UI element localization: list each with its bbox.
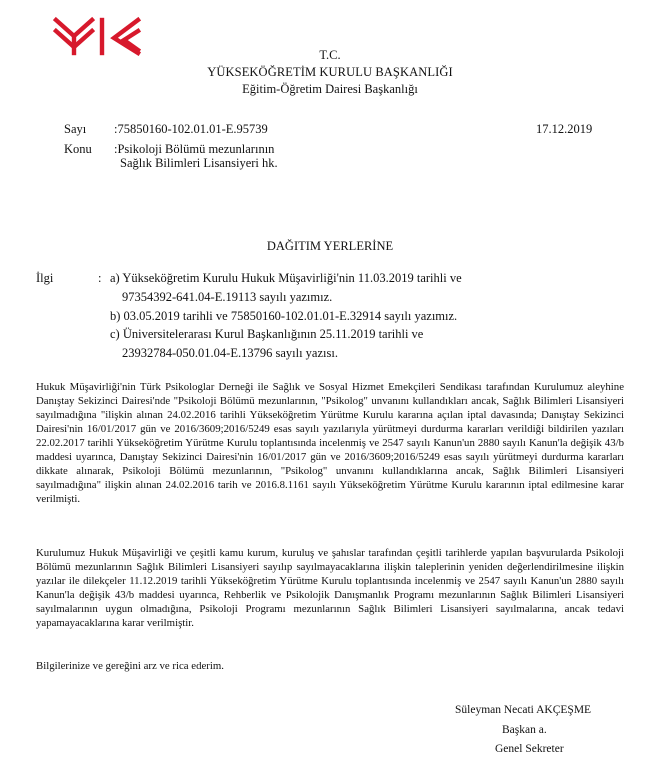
header-country: T.C.: [319, 48, 341, 62]
ilgi-item-a-line-2: 97354392-641.04-E.19113 sayılı yazımız.: [122, 290, 333, 304]
signatory-title: Başkan a.: [502, 724, 547, 736]
header-department: Eğitim-Öğretim Dairesi Başkanlığı: [242, 82, 418, 96]
ilgi-item-a-line-1: a) Yükseköğretim Kurulu Hukuk Müşavirliği'nin 11.03.2019 tarihli ve: [110, 271, 462, 285]
konu-line-1: :Psikoloji Bölümü mezunlarının: [114, 142, 275, 156]
ilgi-colon: :: [98, 271, 102, 285]
ilgi-item-b: b) 03.05.2019 tarihli ve 75850160-102.01.01-E.32914 sayılı yazımız.: [110, 309, 458, 323]
ilgi-item-c-line-1: c) Üniversitelerarası Kurul Başkanlığının 25.11.2019 tarihli ve: [110, 327, 424, 341]
document-date: 17.12.2019: [536, 122, 593, 136]
signatory-role: Genel Sekreter: [495, 743, 564, 755]
konu-label: Konu: [64, 142, 92, 156]
konu-line-2: Sağlık Bilimleri Lisansiyeri hk.: [120, 156, 278, 170]
body-paragraph-1: Hukuk Müşavirliği'nin Türk Psikologlar Derneği ile Sağlık ve Sosyal Hizmet Emekçileri Sendikası tarafından Kurulumuz aleyhine Danıştay Sekizinci Dairesi'nde "Psikoloji Bölümü mezunlarının, "Psikolog" unvanını kullandıkları ancak, Sağlık Bilimleri Lisansiyeri sayılmadığına "ilişkin alınan 24.02.2016 tarihli Yükseköğretim Yürütme Kurulu kararına açılan iptal davasında; Danıştay Sekizinci Dairesi'nin 16/01/2017 gün ve 2016/3609;2016/5249 esas sayılı yazılarıyla yürütmeyi durdurma kararları verildiği bildirilen yazıları 22.02.2017 tarihli Yükseköğretim Yürütme Kurulu toplantısında incelenmiş ve 2547 sayılı Kanun'un 2880 sayılı Kanun'la değişik 43/b maddesi uyarınca, Danıştay Sekizinci Dairesi'nin 16/01/2017 gün ve 2016/3609;2016/5249 esas sayılı yürütmeyi durdurma kararları dikkate alınarak, Psikoloji Bölümü mezunlarının, "Psikolog" unvanını kullandıklarına ancak, Sağlık Bilimleri Lisansiyeri sayılmadığına" ilişkin alınan 24.02.2016 tarih ve 2016.8.1161 sayılı Yükseköğretim Yürütme Kurulu kararının iptal edilmesine karar verilmişti.: [36, 381, 624, 505]
sayi-value: :75850160-102.01.01-E.95739: [114, 122, 268, 136]
closing-paragraph: Bilgilerinize ve gereğini arz ve rica ederim.: [36, 660, 224, 672]
distribution-heading: DAĞITIM YERLERİNE: [266, 239, 394, 253]
header-institution: YÜKSEKÖĞRETİM KURULU BAŞKANLIĞI: [207, 65, 453, 79]
body-paragraph-2: Kurulumuz Hukuk Müşavirliği ve çeşitli kamu kurum, kuruluş ve şahıslar tarafından çeşitli tarihlerde yapılan başvurularda Psikoloji Bölümü mezunlarının Sağlık Bilimleri Lisansiyeri sayılıp sayılmayacaklarına ilişkin taleplerinin yeniden değerlendirilmesine ilişkin yazılar ile dilekçeler 11.12.2019 tarihli Yükseköğretim Yürütme Kurulu toplantısında incelenmiş ve 2547 sayılı Kanun'un 2880 sayılı Kanun'la değişik 43/b maddesi uyarınca, Rehberlik ve Psikolojik Danışmanlık Programı mezunlarının Sağlık Bilimleri Lisansiyeri sayılmalarının uygun olmadığına, Psikoloji Programı mezunlarının Sağlık Bilimleri Lisansiyeri sayılmalarına, ancak tedavi yapamayacaklarına karar verilmiştir.: [36, 547, 624, 629]
sayi-label: Sayı: [64, 122, 87, 136]
signatory-name: Süleyman Necati AKÇEŞME: [455, 704, 592, 716]
ilgi-item-c-line-2: 23932784-050.01.04-E.13796 sayılı yazısı.: [122, 346, 338, 360]
ilgi-label: İlgi: [36, 271, 54, 285]
